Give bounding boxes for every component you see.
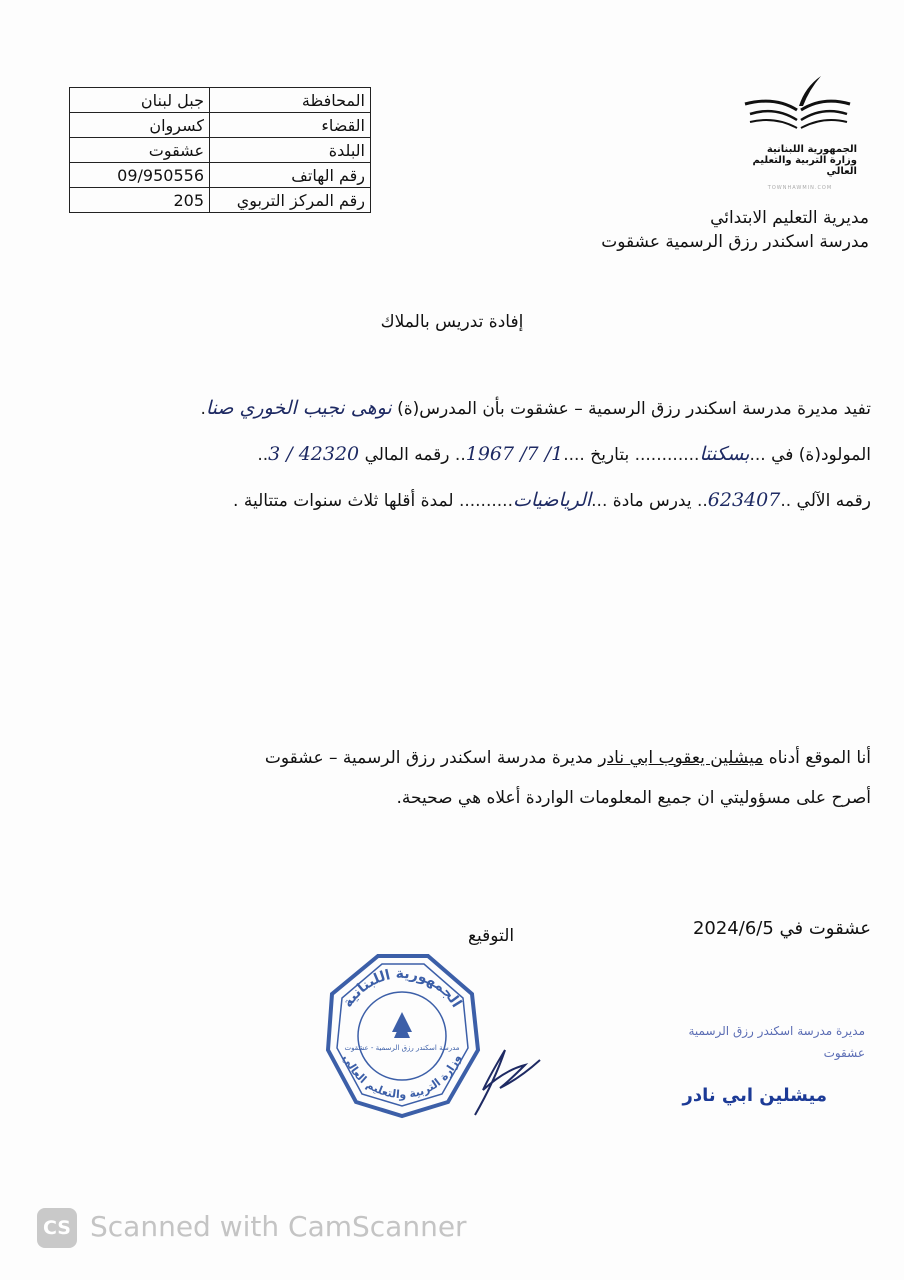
date-label: بتاريخ [590, 445, 630, 465]
school-stamp [645, 1020, 865, 1064]
signature-label: التوقيع [468, 926, 515, 946]
table-row [70, 88, 371, 113]
birth-date: 1/ 7/ 1967 [465, 443, 564, 465]
date-line: عشقوت في 2024/6/5 [692, 918, 871, 939]
body-line-2: المولود(ة) في ...بسكنتا............ بتاريخ ....1/ 7/ 1967.. رقمه المالي 42320 / 3.. [257, 443, 871, 465]
header-block [601, 206, 869, 254]
svg-text:وزارة التربية والتعليم العالي [341, 1052, 464, 1101]
governorate-label: المحافظة [210, 88, 371, 113]
phone-value: 09/950556 [70, 163, 210, 188]
table-row [70, 188, 371, 213]
school-name: مدرسة اسكندر رزق الرسمية عشقوت [601, 232, 869, 252]
financial-label: رقمه المالي [364, 445, 450, 465]
birth-place: بسكنتا [699, 443, 750, 465]
district-value: كسروان [70, 113, 210, 138]
principal-stamp: ميشلين ابي نادر [682, 1085, 827, 1106]
stamp-inner-text: مدرسة اسكندر رزق الرسمية - عشقوت [344, 1044, 460, 1052]
center-number-label: رقم المركز التربوي [210, 188, 371, 213]
town-label: البلدة [210, 138, 371, 163]
logo-url: TOWNHAWMIN.COM [767, 185, 833, 191]
school-stamp-line-1: مديرة مدرسة اسكندر رزق الرسمية [688, 1024, 865, 1038]
district-label: القضاء [210, 113, 371, 138]
camscanner-logo: CS [37, 1208, 77, 1248]
declaration-line-1 [265, 748, 871, 768]
document-title: إفادة تدريس بالملاك [380, 312, 524, 332]
cedar-icon [392, 1012, 412, 1038]
ministry-line-2: وزارة التربية والتعليم العالي [752, 155, 857, 177]
book-flame-icon [735, 72, 865, 142]
table-row [70, 138, 371, 163]
decl-prefix: أنا الموقع أدناه [768, 748, 871, 768]
duration-text: لمدة أقلها ثلاث سنوات متتالية . [233, 491, 454, 511]
principal-name: ميشلين يعقوب ابي نادر [598, 748, 764, 768]
line1-prefix: تفيد مديرة مدرسة اسكندر رزق الرسمية – عشقوت بأن المدرس(ة) [397, 399, 871, 419]
official-stamp [320, 950, 485, 1120]
table-row [70, 113, 371, 138]
subject-label: يدرس مادة [612, 491, 692, 511]
town-value: عشقوت [70, 138, 210, 163]
phone-label: رقم الهاتف [210, 163, 371, 188]
financial-number: 42320 / 3 [268, 443, 360, 465]
teacher-name: نوهى نجيب الخوري صنا [205, 397, 392, 419]
subject-value: الرياضيات [512, 489, 592, 511]
stamp-outer-bottom: وزارة التربية والتعليم العالي [340, 1052, 464, 1102]
declaration-line-2: أصرح على مسؤوليتي ان جميع المعلومات الواردة أعلاه هي صحيحة. [396, 788, 871, 808]
directorate-name: مديرية التعليم الابتدائي [710, 208, 869, 228]
info-table [69, 87, 371, 213]
school-stamp-line-2: عشقوت [823, 1046, 865, 1060]
camscanner-watermark: Scanned with CamScanner [90, 1210, 467, 1243]
handwritten-signature [465, 1030, 545, 1120]
decl-suffix: مديرة مدرسة اسكندر رزق الرسمية – عشقوت [264, 748, 593, 768]
body-line-3: رقمه الآلي ..623407.. يدرس مادة ...الرياضيات.......... لمدة أقلها ثلاث سنوات متتالية . [233, 489, 871, 511]
center-number-value: 205 [70, 188, 210, 213]
ministry-line-1: الجمهورية اللبنانية [766, 144, 857, 155]
table-row [70, 163, 371, 188]
computer-number: 623407 [707, 489, 781, 511]
stamp-outer-top: الجمهورية اللبنانية [339, 965, 465, 1011]
born-label: المولود(ة) في [771, 445, 871, 465]
computer-label: رقمه الآلي [796, 491, 871, 511]
ministry-logo [735, 72, 865, 192]
body-line-1: تفيد مديرة مدرسة اسكندر رزق الرسمية – عشقوت بأن المدرس(ة) نوهى نجيب الخوري صنا. [200, 397, 871, 419]
governorate-value: جبل لبنان [70, 88, 210, 113]
